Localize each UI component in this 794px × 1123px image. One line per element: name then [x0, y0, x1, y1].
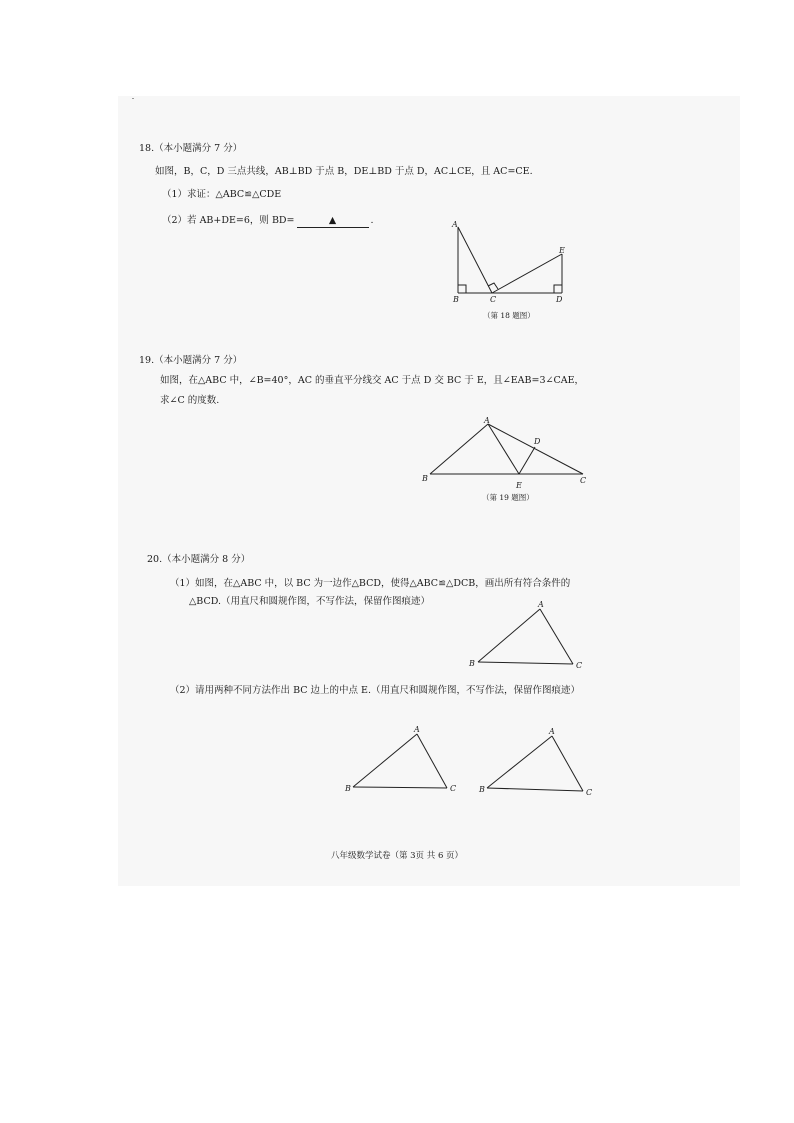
q19-line1: 如图，在△ABC 中，∠B=40°，AC 的垂直平分线交 AC 于点 D 交 BC 于 E，且∠EAB=3∠CAE， — [160, 375, 585, 386]
segment-ba — [478, 609, 540, 662]
label-19-b: B — [422, 474, 428, 483]
segment-ac — [458, 227, 492, 293]
q20-part1-line1: （1）如图，在△ABC 中，以 BC 为一边作△BCD，使得△ABC≌△DCB，画出所有符合条件的 — [170, 578, 571, 589]
q20-header: 20.（本小题满分 8 分） — [147, 554, 251, 565]
figure-18 — [458, 227, 562, 293]
q20-part1-line2: △BCD.（用直尺和圆规作图，不写作法，保留作图痕迹） — [189, 596, 431, 607]
label-19-c: C — [580, 476, 587, 485]
segment-ce — [492, 254, 562, 293]
segment-ba — [487, 736, 552, 788]
q18-caption: （第 18 题图） — [483, 311, 535, 320]
segment-ac — [488, 424, 583, 474]
label-20c-b: B — [479, 785, 485, 794]
label-20a-b: B — [469, 659, 475, 668]
q18-part2-text: （2）若 AB+DE=6，则 BD= — [162, 215, 295, 226]
q18-intro: 如图，B，C，D 三点共线，AB⊥BD 于点 B，DE⊥BD 于点 D，AC⊥CE，且 AC=CE. — [155, 166, 533, 177]
segment-ac — [552, 736, 583, 791]
segment-ac — [540, 609, 573, 664]
q18-part2-end: . — [370, 215, 374, 226]
q18-part1: （1）求证：△ABC≌△CDE — [162, 189, 282, 200]
label-20b-b: B — [345, 784, 351, 793]
label-19-a: A — [484, 416, 490, 425]
segment-bc — [487, 788, 583, 791]
label-20a-a: A — [538, 600, 544, 609]
right-angle-d — [554, 285, 562, 293]
label-19-e: E — [516, 481, 522, 490]
label-18-d: D — [556, 295, 563, 304]
answer-blank: ▲ — [297, 215, 369, 228]
label-20c-a: A — [549, 727, 555, 736]
label-20b-c: C — [450, 784, 457, 793]
label-18-c: C — [490, 295, 497, 304]
figure-20-1 — [478, 609, 573, 664]
segment-ed — [519, 447, 535, 474]
q19-caption: （第 19 题图） — [482, 493, 534, 502]
q19-line2: 求∠C 的度数. — [160, 395, 220, 406]
label-18-b: B — [453, 295, 459, 304]
q18-header: 18.（本小题满分 7 分） — [139, 143, 243, 154]
segment-ba — [430, 424, 488, 474]
q19-header: 19.（本小题满分 7 分） — [139, 355, 243, 366]
segment-ac — [417, 734, 447, 788]
q20-part2: （2）请用两种不同方法作出 BC 边上的中点 E.（用直尺和圆规作图，不写作法，保留作图痕迹） — [170, 685, 580, 696]
page-footer: 八年级数学试卷（第 3页 共 6 页） — [330, 851, 464, 861]
figure-19 — [430, 424, 583, 474]
segment-ba — [353, 734, 417, 787]
label-20b-a: A — [414, 725, 420, 734]
figure-20-2-left — [353, 734, 447, 788]
segment-bc — [478, 662, 573, 664]
label-20c-c: C — [586, 788, 593, 797]
label-18-e: E — [559, 246, 565, 255]
label-20a-c: C — [576, 661, 583, 670]
label-18-a: A — [452, 220, 458, 229]
label-19-d: D — [534, 437, 541, 446]
figure-20-2-right — [487, 736, 583, 791]
segment-ae — [488, 424, 519, 474]
right-angle-b — [458, 285, 466, 293]
segment-bc — [353, 787, 447, 788]
